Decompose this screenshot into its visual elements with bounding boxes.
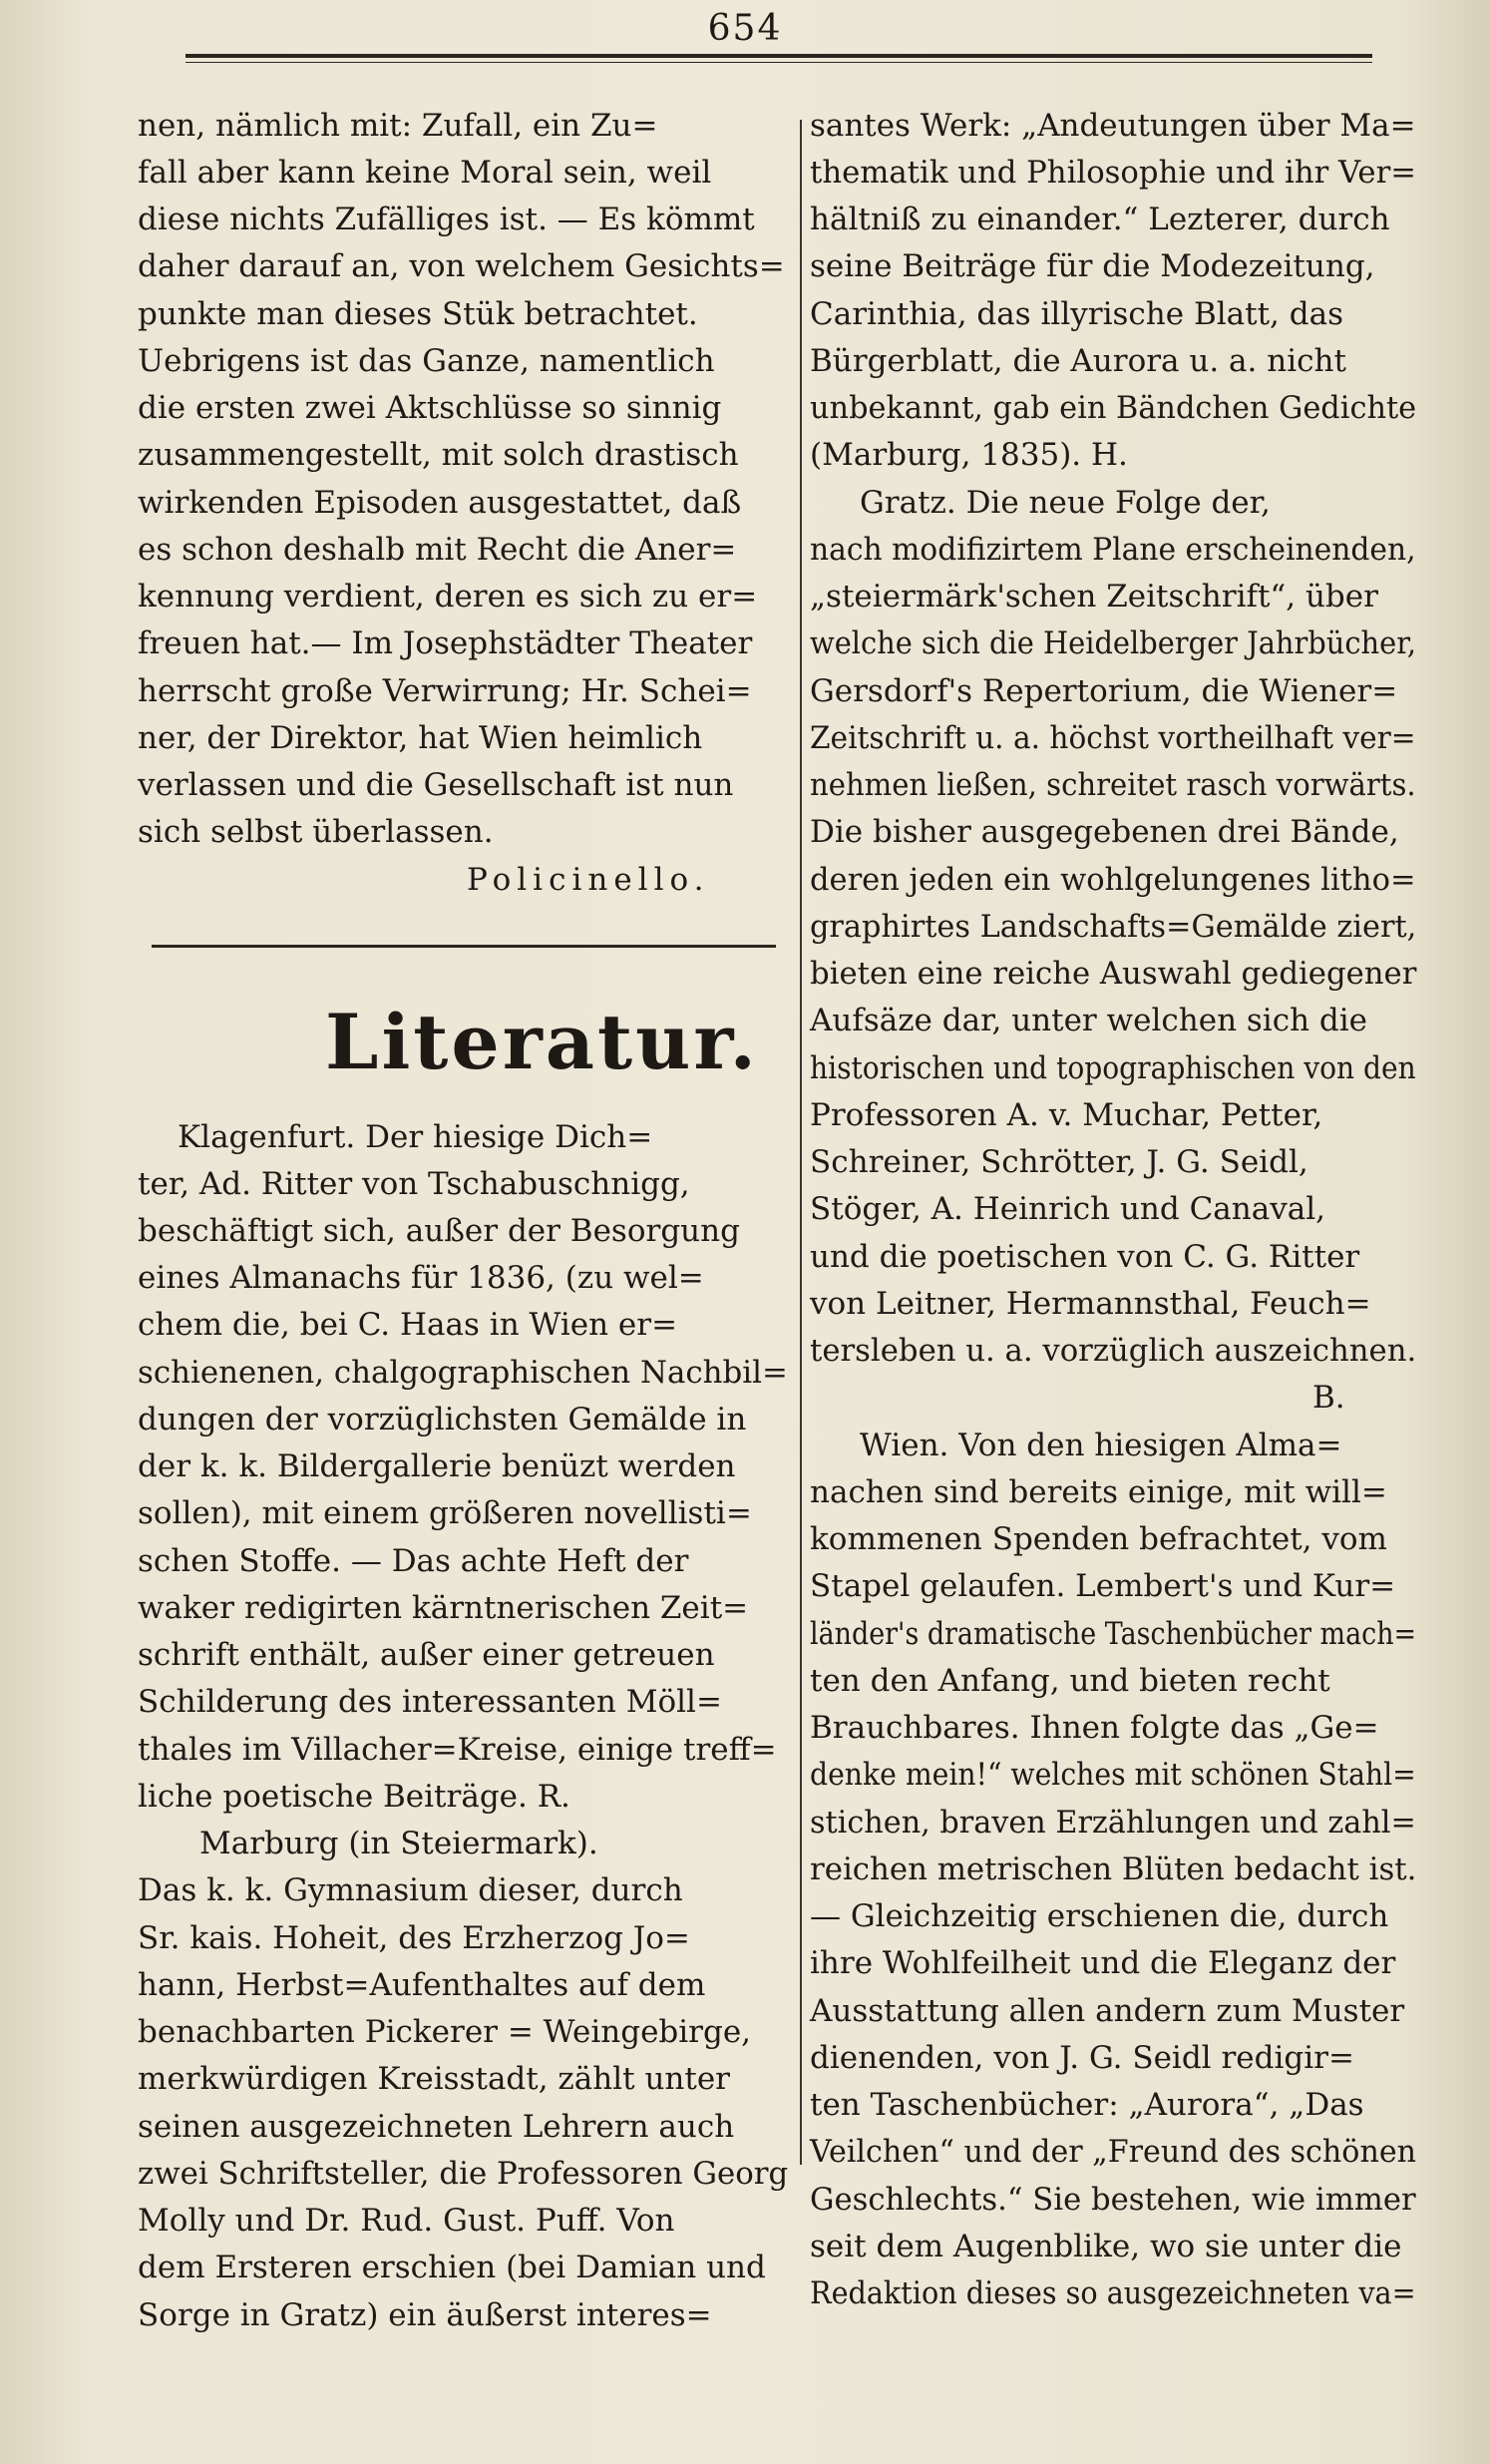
text-line: daher darauf an, von welchem Gesichts=	[138, 248, 785, 284]
text-line: (Marburg, 1835). H.	[810, 437, 1128, 473]
text-line: bieten eine reiche Auswahl gediegener	[810, 956, 1417, 992]
text-line: welche sich die Heidelberger Jahrbücher,	[810, 625, 1416, 661]
text-line: fall aber kann keine Moral sein, weil	[138, 155, 712, 191]
page-number: 654	[707, 8, 783, 49]
author-signature: B.	[1312, 1380, 1345, 1416]
text-line: Zeitschrift u. a. höchst vortheilhaft ver=	[810, 720, 1416, 756]
text-line: beschäftigt sich, außer der Besorgung	[138, 1213, 740, 1249]
text-line: nach modifizirtem Plane erscheinenden,	[810, 532, 1416, 568]
text-line: zusammengestellt, mit solch drastisch	[138, 437, 739, 473]
text-line: Geschlechts.“ Sie bestehen, wie immer	[810, 2182, 1416, 2218]
text-line: punkte man dieses Stük betrachtet.	[138, 296, 698, 332]
section-divider	[152, 945, 776, 948]
text-line: nachen sind bereits einige, mit will=	[810, 1474, 1387, 1510]
text-line: diese nichts Zufälliges ist. — Es kömmt	[138, 202, 755, 237]
column-divider	[800, 120, 802, 2165]
text-line: „steiermärk'schen Zeitschrift“, über	[810, 579, 1378, 615]
text-line: ter, Ad. Ritter von Tschabuschnigg,	[138, 1166, 690, 1202]
text-line: thales im Villacher=Kreise, einige treff=	[138, 1732, 777, 1768]
text-line: Gratz. Die neue Folge der,	[860, 485, 1271, 521]
text-line: hältniß zu einander.“ Lezterer, durch	[810, 202, 1390, 237]
text-line: Gersdorf's Repertorium, die Wiener=	[810, 673, 1398, 709]
text-line: ner, der Direktor, hat Wien heimlich	[138, 720, 703, 756]
text-line: von Leitner, Hermannsthal, Feuch=	[810, 1286, 1371, 1322]
text-line: Veilchen“ und der „Freund des schönen	[810, 2134, 1417, 2170]
text-line: freuen hat.— Im Josephstädter Theater	[138, 625, 753, 661]
text-line: Sorge in Gratz) ein äußerst interes=	[138, 2297, 712, 2333]
text-line: der k. k. Bildergallerie benüzt werden	[138, 1448, 736, 1484]
text-line: merkwürdigen Kreisstadt, zählt unter	[138, 2061, 730, 2097]
text-line: santes Werk: „Andeutungen über Ma=	[810, 108, 1416, 144]
text-line: zwei Schriftsteller, die Professoren Georg	[138, 2156, 789, 2192]
text-line: seinen ausgezeichneten Lehrern auch	[138, 2109, 735, 2145]
section-title: Literatur.	[325, 998, 759, 1086]
author-signature: Policinello.	[467, 862, 710, 898]
text-line: Carinthia, das illyrische Blatt, das	[810, 296, 1343, 332]
text-line: Molly und Dr. Rud. Gust. Puff. Von	[138, 2203, 675, 2239]
text-line: Redaktion dieses so ausgezeichneten va=	[810, 2275, 1416, 2311]
text-line: und die poetischen von C. G. Ritter	[810, 1239, 1360, 1275]
text-line: eines Almanachs für 1836, (zu wel=	[138, 1260, 704, 1296]
text-line: hann, Herbst=Aufenthaltes auf dem	[138, 1967, 706, 2003]
text-line: kennung verdient, deren es sich zu er=	[138, 579, 758, 615]
text-line: Klagenfurt. Der hiesige Dich=	[178, 1119, 653, 1155]
text-line: länder's dramatische Taschenbücher mach=	[810, 1616, 1417, 1652]
text-line: seit dem Augenblike, wo sie unter die	[810, 2229, 1402, 2264]
text-line: benachbarten Pickerer = Weingebirge,	[138, 2014, 752, 2050]
header-rule	[186, 54, 1372, 58]
text-line: graphirtes Landschafts=Gemälde ziert,	[810, 909, 1417, 945]
text-line: thematik und Philosophie und ihr Ver=	[810, 155, 1416, 191]
text-line: Sr. kais. Hoheit, des Erzherzog Jo=	[138, 1920, 690, 1956]
text-line: Stöger, A. Heinrich und Canaval,	[810, 1191, 1325, 1227]
text-line: stichen, braven Erzählungen und zahl=	[810, 1805, 1416, 1841]
text-line: liche poetische Beiträge. R.	[138, 1779, 570, 1815]
text-line: herrscht große Verwirrung; Hr. Schei=	[138, 673, 752, 709]
text-line: deren jeden ein wohlgelungenes litho=	[810, 862, 1416, 898]
text-line: dem Ersteren erschien (bei Damian und	[138, 2250, 766, 2285]
text-line: Ausstattung allen andern zum Muster	[810, 1993, 1405, 2029]
text-line: Uebrigens ist das Ganze, namentlich	[138, 343, 715, 379]
text-line: schienenen, chalgographischen Nachbil=	[138, 1355, 788, 1391]
text-line: Das k. k. Gymnasium dieser, durch	[138, 1872, 683, 1908]
text-line: waker redigirten kärntnerischen Zeit=	[138, 1590, 749, 1626]
text-line: sich selbst überlassen.	[138, 814, 494, 850]
text-line: ihre Wohlfeilheit und die Eleganz der	[810, 1945, 1396, 1981]
text-line: es schon deshalb mit Recht die Aner=	[138, 532, 737, 568]
text-line: unbekannt, gab ein Bändchen Gedichte	[810, 390, 1417, 426]
text-line: Marburg (in Steiermark).	[199, 1826, 598, 1861]
text-line: Wien. Von den hiesigen Alma=	[860, 1428, 1342, 1463]
text-line: Die bisher ausgegebenen drei Bände,	[810, 814, 1399, 850]
text-line: Stapel gelaufen. Lembert's und Kur=	[810, 1568, 1396, 1604]
text-line: Schreiner, Schrötter, J. G. Seidl,	[810, 1144, 1308, 1180]
text-line: Bürgerblatt, die Aurora u. a. nicht	[810, 343, 1346, 379]
text-line: nehmen ließen, schreitet rasch vorwärts.	[810, 767, 1416, 803]
text-line: nen, nämlich mit: Zufall, ein Zu=	[138, 108, 658, 144]
text-line: schrift enthält, außer einer getreuen	[138, 1637, 715, 1673]
text-line: wirkenden Episoden ausgestattet, daß	[138, 485, 742, 521]
text-line: seine Beiträge für die Modezeitung,	[810, 248, 1375, 284]
text-line: denke mein!“ welches mit schönen Stahl=	[810, 1757, 1416, 1793]
text-line: sollen), mit einem größeren novellisti=	[138, 1495, 752, 1531]
text-line: Aufsäze dar, unter welchen sich die	[810, 1003, 1367, 1038]
text-line: kommenen Spenden befrachtet, vom	[810, 1521, 1387, 1557]
text-line: ten Taschenbücher: „Aurora“, „Das	[810, 2087, 1364, 2123]
text-line: chem die, bei C. Haas in Wien er=	[138, 1307, 678, 1343]
text-line: dienenden, von J. G. Seidl redigir=	[810, 2040, 1354, 2076]
text-line: dungen der vorzüglichsten Gemälde in	[138, 1402, 747, 1437]
text-line: die ersten zwei Aktschlüsse so sinnig	[138, 390, 722, 426]
text-line: reichen metrischen Blüten bedacht ist.	[810, 1851, 1417, 1887]
text-line: tersleben u. a. vorzüglich auszeichnen.	[810, 1333, 1417, 1369]
text-line: verlassen und die Gesellschaft ist nun	[138, 767, 734, 803]
text-line: — Gleichzeitig erschienen die, durch	[810, 1898, 1389, 1934]
text-line: schen Stoffe. — Das achte Heft der	[138, 1543, 689, 1579]
text-line: Brauchbares. Ihnen folgte das „Ge=	[810, 1710, 1379, 1746]
text-line: Schilderung des interessanten Möll=	[138, 1684, 722, 1720]
text-line: historischen und topographischen von den	[810, 1050, 1416, 1086]
text-line: Professoren A. v. Muchar, Petter,	[810, 1097, 1323, 1133]
text-line: ten den Anfang, und bieten recht	[810, 1663, 1330, 1699]
